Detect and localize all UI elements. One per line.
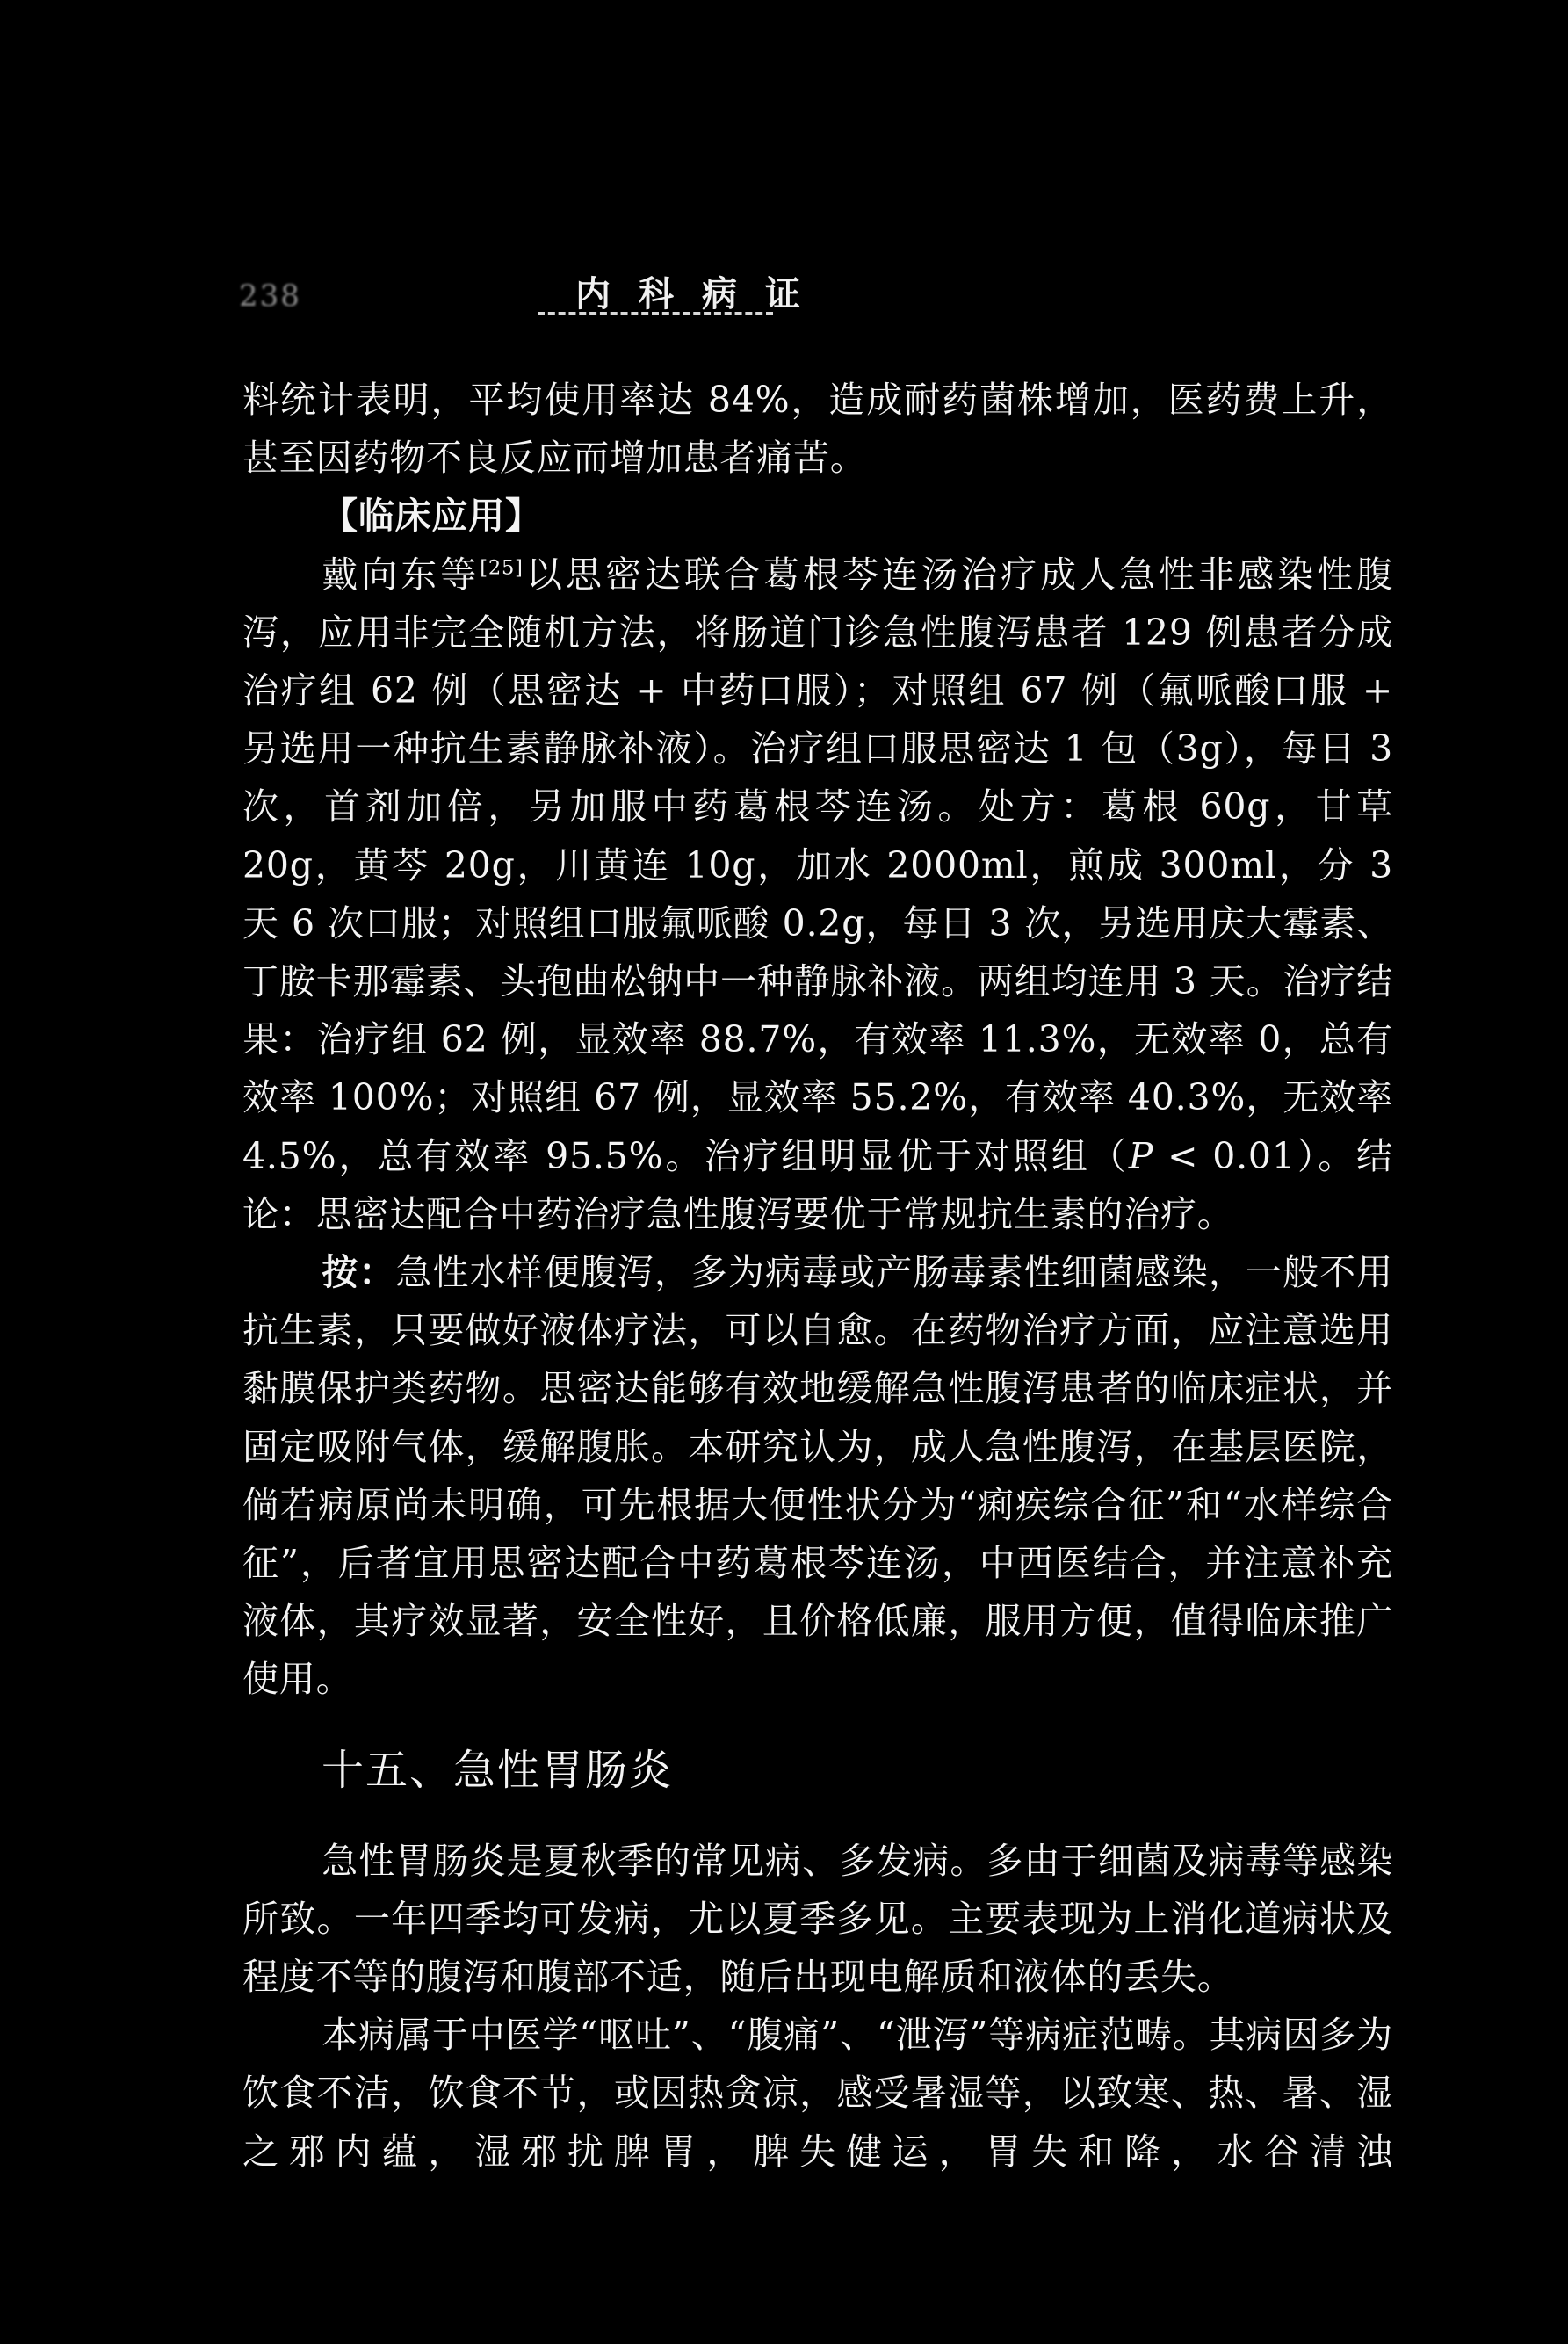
commentary-lead: 按：	[322, 1251, 396, 1294]
study-conclusion-text: < 0.01）。结论：思密达配合中药治疗急性腹泻要优于常规抗生素的治疗。	[242, 1134, 1393, 1235]
running-header: 内科病证	[575, 274, 828, 315]
commentary-text: 急性水样便腹泻，多为病毒或产肠毒素性细菌感染，一般不用抗生素，只要做好液体疗法，可以自愈。在药物治疗方面，应注意选用黏膜保护类药物。思密达能够有效地缓解急性腹泻患者的临床症状，并固定吸附气体，缓解腹胀。本研究认为，成人急性腹泻，在基层医院，倘若病原尚未明确，可先根据大便性状分为“痢疾综合征”和“水样综合征”，后者宜用思密达配合中药葛根芩连汤，中西医结合，并注意补充液体，其疗效显著，安全性好，且价格低廉，服用方便，值得临床推广使用。	[242, 1251, 1393, 1701]
p-value-symbol: P	[1128, 1134, 1154, 1177]
page-number: 238	[239, 279, 301, 314]
clinical-application-label: 【临床应用】	[322, 495, 542, 538]
header-rule	[538, 312, 773, 315]
paragraph-tcm: 本病属于中医学“呕吐”、“腹痛”、“泄泻”等病症范畴。其病因多为饮食不洁，饮食不节，或因热贪凉，感受暑湿等，以致寒、热、暑、湿之邪内蕴，湿邪扰脾胃，脾失健运，胃失和降，水谷清浊	[242, 2014, 1393, 2173]
paragraph-overview: 急性胃肠炎是夏秋季的常见病、多发病。多由于细菌及病毒等感染所致。一年四季均可发病，尤以夏季多见。主要表现为上消化道病状及程度不等的腹泻和腹部不适，随后出现电解质和液体的丢失。	[242, 1839, 1393, 1999]
study-text: 以思密达联合葛根芩连汤治疗成人急性非感染性腹泻，应用非完全随机方法，将肠道门诊急性腹泻患者 129 例患者分成治疗组 62 例（思密达 + 中药口服）；对照组 67 例（氟哌酸口服 + 另选用一种抗生素静脉补液）。治疗组口服思密达 1 包（3g），每日 3 次，首剂加倍，另加服中药葛根芩连汤。处方：葛根 60g，甘草 20g，黄芩 20g，川黄连 10g，加水 2000ml，煎成 300ml，分 3 天 6 次口服；对照组口服氟哌酸 0.2g，每日 3 次，另选用庆大霉素、丁胺卡那霉素、头孢曲松钠中一种静脉补液。两组均连用 3 天。治疗结果：治疗组 62 例，显效率 88.7%，有效率 11.3%，无效率 0，总有效率 100%；对照组 67 例，显效率 55.2%，有效率 40.3%，无效率 4.5%，总有效率 95.5%。治疗组明显优于对照组（	[242, 553, 1393, 1177]
paragraph-commentary	[242, 1243, 1393, 1709]
author-text: 戴向东等	[322, 553, 481, 596]
reference-marker: [25]	[480, 555, 524, 579]
paragraph-study-report	[242, 546, 1393, 1243]
paragraph-continuation: 料统计表明，平均使用率达 84%，造成耐药菌株增加，医药费上升，甚至因药物不良反应而增加患者痛苦。	[242, 379, 1393, 480]
section-heading: 十五、急性胃肠炎	[322, 1745, 674, 1795]
page-body	[242, 371, 1393, 2181]
